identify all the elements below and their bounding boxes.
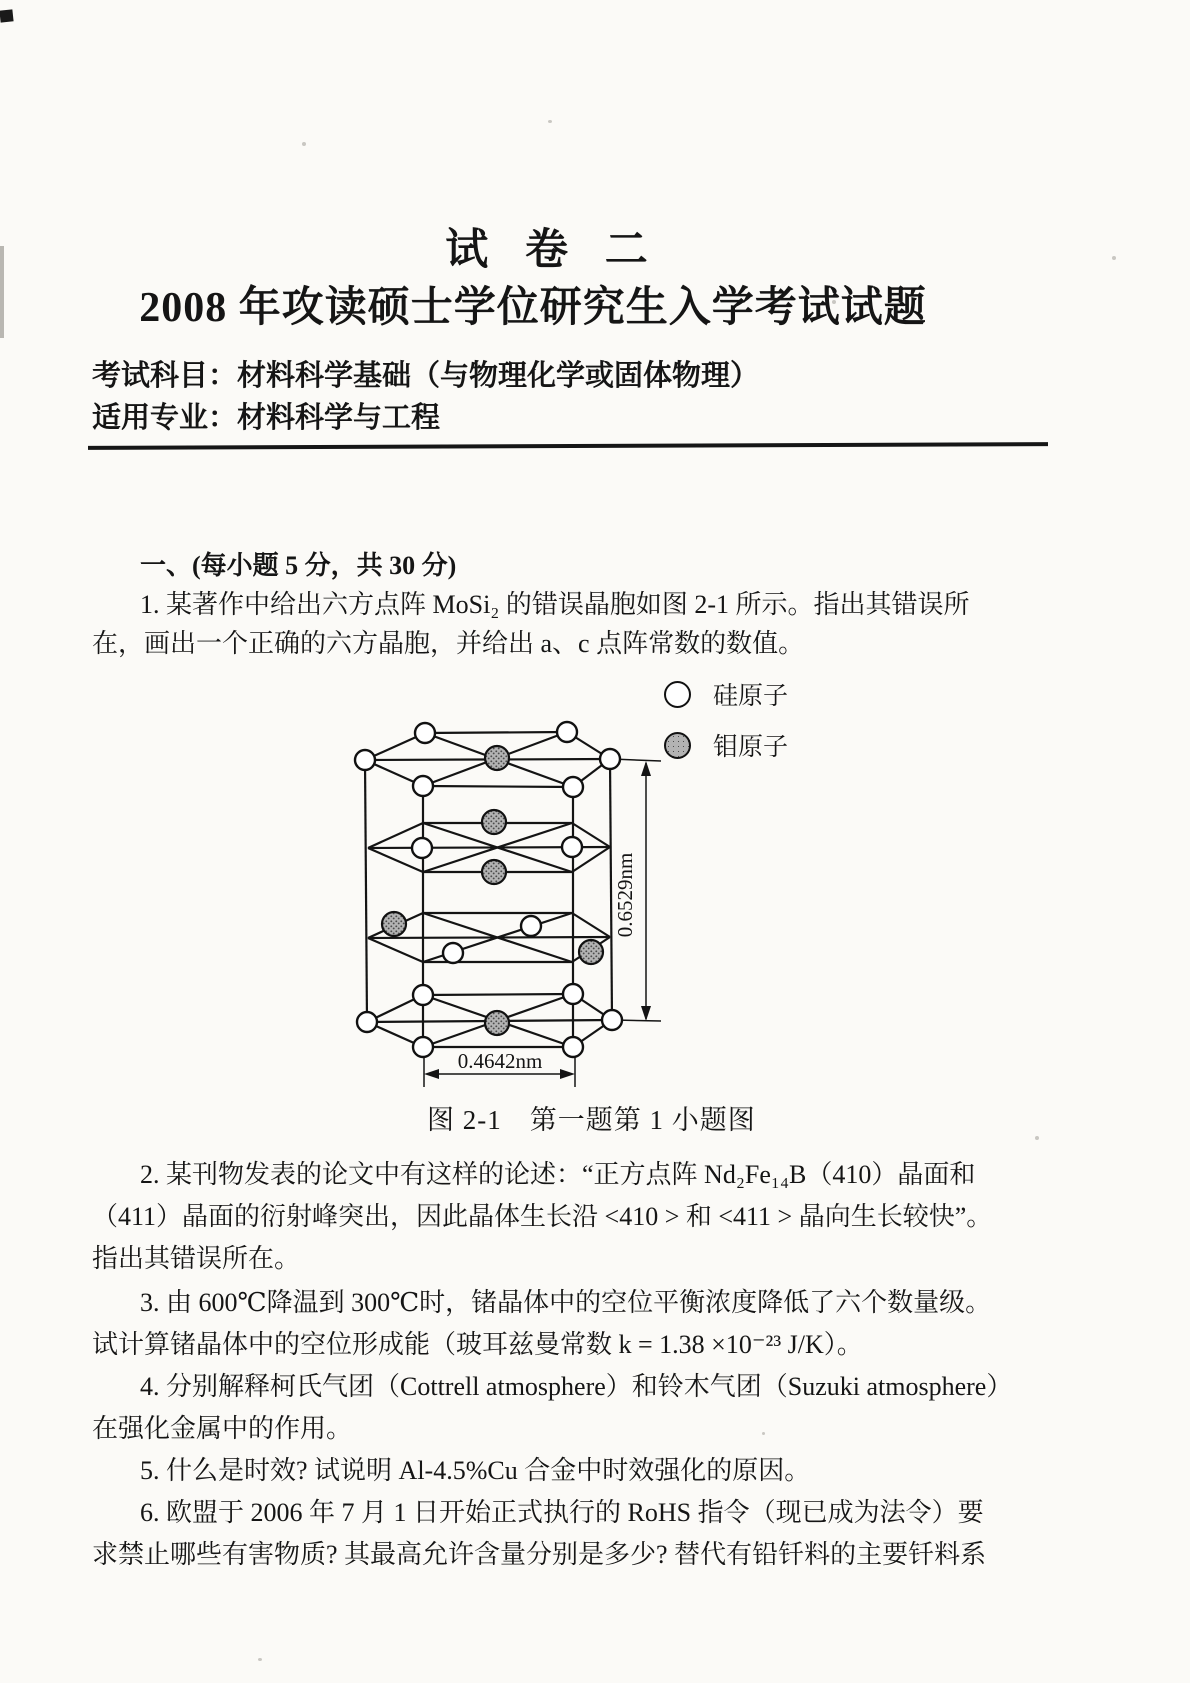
silicon-atom xyxy=(600,749,620,769)
silicon-atom xyxy=(413,776,433,796)
exam-major-label: 适用专业： xyxy=(92,402,238,434)
silicon-atom xyxy=(413,1037,433,1057)
scan-speck xyxy=(548,120,552,123)
page-title: 试 卷 二 xyxy=(445,227,661,274)
exam-subject-label: 考试科目： xyxy=(92,360,238,392)
silicon-atom xyxy=(557,722,577,742)
figure-edge xyxy=(368,937,610,938)
question-line: 3. 由 600℃降温到 300℃时，锗晶体中的空位平衡浓度降低了六个数量级。 xyxy=(140,1288,992,1317)
figure-edge xyxy=(572,913,610,937)
scan-speck xyxy=(1035,1136,1039,1140)
figure-caption: 图 2-1 第一题第 1 小题图 xyxy=(427,1105,756,1135)
silicon-atom xyxy=(563,777,583,797)
silicon-atom xyxy=(415,723,435,743)
exam-major-value: 材料科学与工程 xyxy=(237,402,441,434)
question-line: 在，画出一个正确的六方晶胞，并给出 a、c 点阵常数的数值。 xyxy=(92,629,805,658)
silicon-atom xyxy=(412,838,432,858)
question-line: 求禁止哪些有害物质? 其最高允许含量分别是多少? 替代有铅钎料的主要钎料系 xyxy=(92,1540,987,1569)
section-heading: 一、(每小题 5 分，共 30 分) xyxy=(140,551,457,580)
scan-speck xyxy=(762,1432,765,1435)
header-divider xyxy=(88,442,1048,450)
figure-edge xyxy=(368,938,423,962)
silicon-atom xyxy=(355,750,375,770)
silicon-atom xyxy=(602,1010,622,1030)
molybdenum-atom xyxy=(482,810,506,834)
silicon-atom xyxy=(357,1012,377,1032)
molybdenum-atom xyxy=(382,912,406,936)
figure-edge xyxy=(425,732,567,733)
silicon-atom xyxy=(521,916,541,936)
molybdenum-atom xyxy=(482,860,506,884)
legend-label-molybdenum: 钼原子 xyxy=(713,734,789,761)
question-line: 试计算锗晶体中的空位形成能（玻耳兹曼常数 k = 1.38 ×10⁻²³ J/K）。 xyxy=(92,1330,863,1359)
scan-speck xyxy=(1112,256,1116,260)
silicon-atom xyxy=(563,1037,583,1057)
silicon-atom xyxy=(563,984,583,1004)
molybdenum-atom xyxy=(579,940,603,964)
question-line: 4. 分别解释柯氏气团（Cottrell atmosphere）和铃木气团（Suzuki atmosphere） xyxy=(140,1372,1013,1401)
silicon-atom xyxy=(413,985,433,1005)
page-subtitle: 2008 年攻读硕士学位研究生入学考试试题 xyxy=(139,285,927,331)
legend-row-silicon xyxy=(664,676,788,712)
exam-subject-line xyxy=(92,353,759,394)
figure-atoms xyxy=(355,722,622,1057)
exam-subject-value: 材料科学基础（与物理化学或固体物理） xyxy=(237,360,760,392)
silicon-atom xyxy=(562,837,582,857)
crystal-structure-figure xyxy=(330,690,675,1100)
question-line: 指出其错误所在。 xyxy=(92,1244,301,1273)
legend-label-silicon: 硅原子 xyxy=(713,683,789,710)
figure-edge xyxy=(365,760,367,1022)
scan-speck xyxy=(258,1658,262,1661)
exam-major-line xyxy=(92,395,440,436)
question-line: 2. 某刊物发表的论文中有这样的论述：“正方点阵 Nd₂Fe₁₄B（410）晶面和 xyxy=(140,1160,976,1189)
figure-edge xyxy=(423,786,573,787)
question-line: 6. 欧盟于 2006 年 7 月 1 日开始正式执行的 RoHS 指令（现已成为法令）要 xyxy=(140,1498,984,1527)
figure-legend xyxy=(664,676,788,778)
dim-height-label: 0.6529nm xyxy=(613,852,637,938)
question-line: 1. 某著作中给出六方点阵 MoSi₂ 的错误晶胞如图 2-1 所示。指出其错误所 xyxy=(140,590,970,619)
scan-corner-mark xyxy=(0,9,14,22)
figure-edge xyxy=(423,994,573,995)
question-line: 5. 什么是时效? 试说明 Al-4.5%Cu 合金中时效强化的原因。 xyxy=(140,1456,811,1485)
silicon-atom xyxy=(443,943,463,963)
figure-edge xyxy=(610,759,612,1020)
scan-speck xyxy=(302,142,306,146)
question-line: 在强化金属中的作用。 xyxy=(92,1414,353,1443)
dim-width-label: 0.4642nm xyxy=(457,1049,543,1073)
question-line: （411）晶面的衍射峰突出，因此晶体生长沿 <410 > 和 <411 > 晶向生长较快”。 xyxy=(92,1202,993,1231)
legend-row-molybdenum xyxy=(664,727,788,763)
molybdenum-atom xyxy=(485,1011,509,1035)
molybdenum-atom xyxy=(485,746,509,770)
